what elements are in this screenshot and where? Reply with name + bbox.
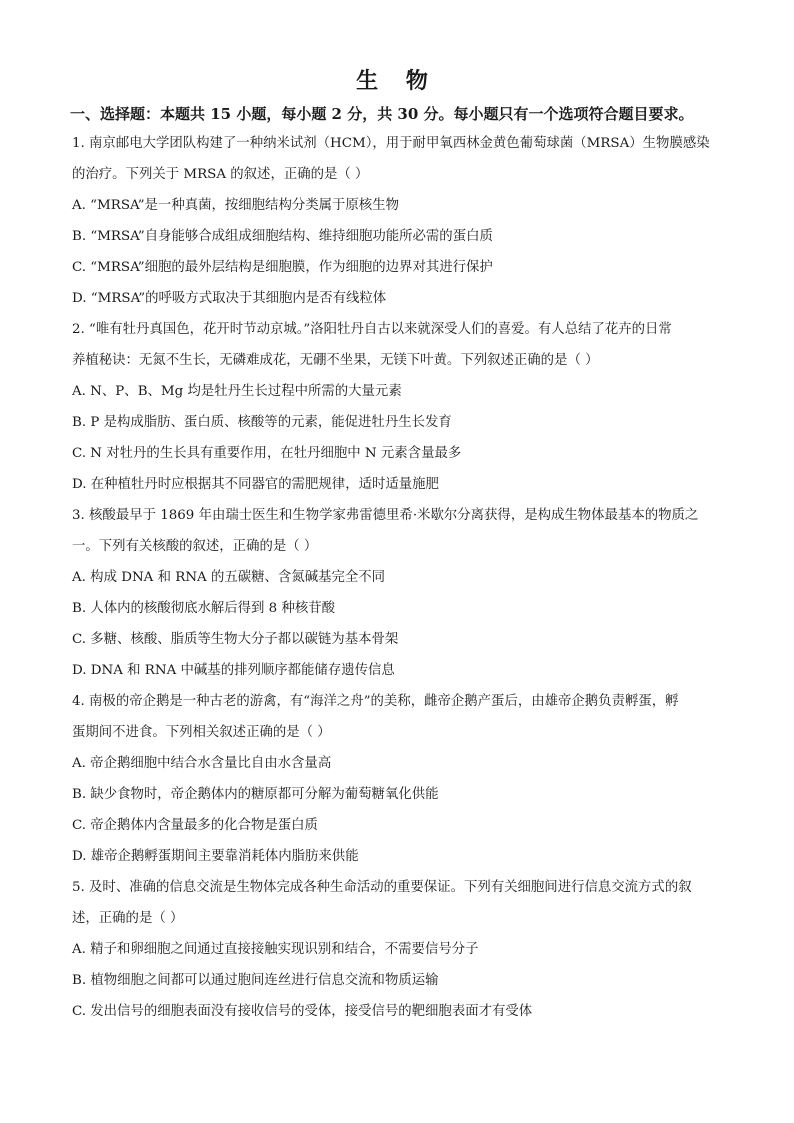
page-title: 生 物 bbox=[356, 68, 438, 94]
question-stem-line: 养植秘诀：无氮不生长，无磷难成花，无硼不坐果，无镁下叶黄。下列叙述正确的是（ ） bbox=[72, 353, 599, 368]
option-b: B. 人体内的核酸彻底水解后得到 8 种核苷酸 bbox=[72, 601, 336, 616]
option-a: A. N、P、B、Mg 均是牡丹生长过程中所需的大量元素 bbox=[72, 384, 402, 399]
question-stem-line: 2. “唯有牡丹真国色，花开时节动京城。”洛阳牡丹自古以来就深受人们的喜爱。有人总结了花卉的日常 bbox=[72, 322, 672, 337]
question-stem-line: 述，正确的是（ ） bbox=[72, 911, 184, 926]
question-stem-line: 3. 核酸最早于 1869 年由瑞士医生和生物学家弗雷德里希·米歇尔分离获得，是构成生物体最基本的物质之 bbox=[72, 508, 699, 523]
option-a: A. “MRSA”是一种真菌，按细胞结构分类属于原核生物 bbox=[72, 198, 399, 213]
question-stem-line: 4. 南极的帝企鹅是一种古老的游禽，有“海洋之舟”的美称，雌帝企鹅产蛋后，由雄帝企鹅负责孵蛋，孵 bbox=[72, 694, 679, 709]
question-stem-line: 一。下列有关核酸的叙述，正确的是（ ） bbox=[72, 539, 318, 554]
option-a: A. 构成 DNA 和 RNA 的五碳糖、含氮碱基完全不同 bbox=[72, 570, 386, 585]
option-d: D. “MRSA”的呼吸方式取决于其细胞内是否有线粒体 bbox=[72, 291, 387, 306]
option-b: B. “MRSA”自身能够合成组成细胞结构、维持细胞功能所必需的蛋白质 bbox=[72, 229, 493, 244]
option-d: D. 雄帝企鹅孵蛋期间主要靠消耗体内脂肪来供能 bbox=[72, 849, 359, 864]
option-c: C. 帝企鹅体内含量最多的化合物是蛋白质 bbox=[72, 818, 318, 833]
option-c: C. “MRSA”细胞的最外层结构是细胞膜，作为细胞的边界对其进行保护 bbox=[72, 260, 493, 275]
option-a: A. 帝企鹅细胞中结合水含量比自由水含量高 bbox=[72, 756, 332, 771]
question-stem-line: 5. 及时、准确的信息交流是生物体完成各种生命活动的重要保证。下列有关细胞间进行信息交流方式的叙 bbox=[72, 880, 692, 895]
section-heading: 一、选择题：本题共 15 小题，每小题 2 分，共 30 分。每小题只有一个选项符合题目要求。 bbox=[70, 105, 694, 123]
question-stem-line: 蛋期间不进食。下列相关叙述正确的是（ ） bbox=[72, 725, 331, 740]
option-d: D. 在种植牡丹时应根据其不同器官的需肥规律，适时适量施肥 bbox=[72, 477, 439, 492]
option-c: C. 发出信号的细胞表面没有接收信号的受体，接受信号的靶细胞表面才有受体 bbox=[72, 1004, 533, 1019]
option-c: C. 多糖、核酸、脂质等生物大分子都以碳链为基本骨架 bbox=[72, 632, 399, 647]
option-a: A. 精子和卵细胞之间通过直接接触实现识别和结合，不需要信号分子 bbox=[72, 942, 479, 957]
option-d: D. DNA 和 RNA 中碱基的排列顺序都能储存遗传信息 bbox=[72, 663, 395, 678]
question-stem-line: 1. 南京邮电大学团队构建了一种纳米试剂（HCM），用于耐甲氧西林金黄色葡萄球菌（MRSA）生物膜感染 bbox=[72, 136, 710, 151]
question-stem-line: 的治疗。下列关于 MRSA 的叙述，正确的是（ ） bbox=[72, 167, 369, 182]
option-b: B. 植物细胞之间都可以通过胞间连丝进行信息交流和物质运输 bbox=[72, 973, 439, 988]
option-b: B. P 是构成脂肪、蛋白质、核酸等的元素，能促进牡丹生长发育 bbox=[72, 415, 452, 430]
option-c: C. N 对牡丹的生长具有重要作用，在牡丹细胞中 N 元素含量最多 bbox=[72, 446, 462, 461]
option-b: B. 缺少食物时，帝企鹅体内的糖原都可分解为葡萄糖氧化供能 bbox=[72, 787, 439, 802]
